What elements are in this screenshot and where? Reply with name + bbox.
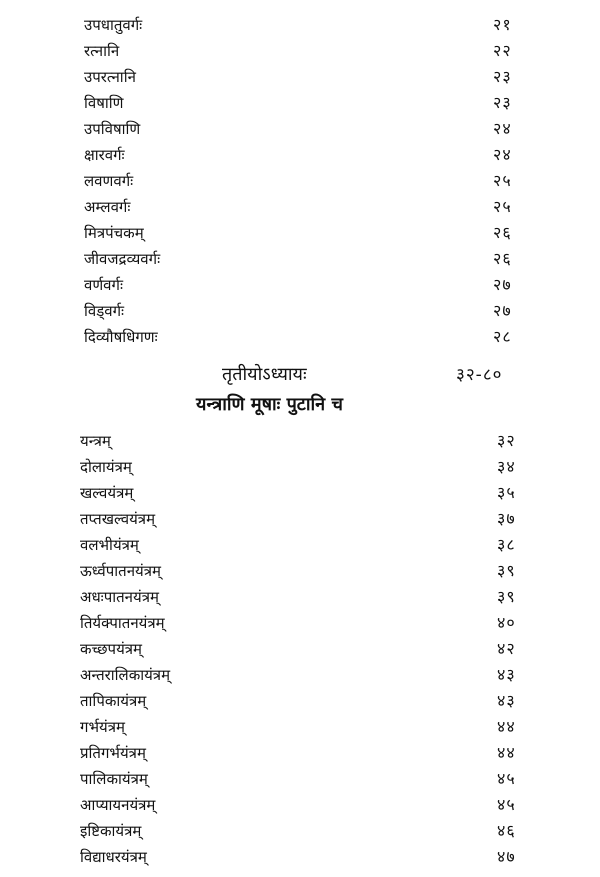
list-item: [0, 246, 600, 272]
list-item: [0, 116, 600, 142]
entry-title: रत्नानि: [84, 42, 120, 60]
entry-title: तापिकायंत्रम्: [80, 692, 147, 710]
list-item: [0, 766, 600, 792]
entry-page-number: ४७: [497, 847, 516, 866]
entry-title: अधःपातनयंत्रम्: [80, 588, 159, 606]
entry-title: तिर्यक्पातनयंत्रम्: [80, 614, 165, 632]
list-item: [0, 142, 600, 168]
entry-page-number: २३: [493, 93, 512, 112]
list-item: [0, 428, 600, 454]
entry-title: वर्णवर्गः: [84, 276, 124, 294]
entry-title: प्रतिगर्भयंत्रम्: [80, 744, 146, 762]
entry-title: आप्यायनयंत्रम्: [80, 796, 156, 814]
entry-page-number: २६: [493, 223, 512, 242]
list-item: [0, 220, 600, 246]
entry-page-number: ४६: [497, 821, 516, 840]
list-item: [0, 272, 600, 298]
entry-page-number: ३२: [497, 431, 516, 450]
entry-page-number: २४: [493, 119, 512, 138]
list-item: [0, 38, 600, 64]
chapter-subtitle: यन्त्राणि मूषाः पुटानि च: [196, 394, 343, 415]
entry-title: वलभीयंत्रम्: [80, 536, 139, 554]
entry-title: जीवजद्रव्यवर्गः: [84, 250, 161, 268]
entry-page-number: ४४: [497, 717, 516, 736]
entry-title: लवणवर्गः: [84, 172, 134, 190]
entry-title: विद्याधरयंत्रम्: [80, 848, 147, 866]
entry-title: खल्वयंत्रम्: [80, 484, 134, 502]
list-item: [0, 558, 600, 584]
list-item: [0, 454, 600, 480]
list-item: [0, 844, 600, 870]
entry-title: ऊर्ध्वपातनयंत्रम्: [80, 562, 161, 580]
list-item: [0, 818, 600, 844]
entry-page-number: २१: [493, 15, 512, 34]
list-item: [0, 298, 600, 324]
entry-page-number: ४५: [497, 769, 516, 788]
entry-title: उपरत्नानि: [84, 68, 136, 86]
list-item: [0, 506, 600, 532]
entry-page-number: २५: [493, 171, 512, 190]
list-item: [0, 12, 600, 38]
list-item: [0, 688, 600, 714]
entry-title: अम्लवर्गः: [84, 198, 131, 216]
entry-title: कच्छपयंत्रम्: [80, 640, 143, 658]
entry-title: दोलायंत्रम्: [80, 458, 132, 476]
entry-page-number: ३९: [497, 587, 516, 606]
entry-title: दिव्यौषधिगणः: [84, 328, 158, 346]
list-item: [0, 792, 600, 818]
entry-title: मित्रपंचकम्: [84, 224, 144, 242]
list-item: [0, 64, 600, 90]
entry-page-number: २५: [493, 197, 512, 216]
entry-title: उपविषाणि: [84, 120, 141, 138]
entry-page-number: ४०: [497, 613, 516, 632]
list-item: [0, 480, 600, 506]
entry-title: क्षारवर्गः: [84, 146, 125, 164]
entry-page-number: ३७: [497, 509, 516, 528]
entry-page-number: ३४: [497, 457, 516, 476]
entry-page-number: २६: [493, 249, 512, 268]
entry-page-number: ४४: [497, 743, 516, 762]
chapter-title: तृतीयोऽध्यायः: [222, 364, 307, 385]
entry-page-number: ३५: [497, 483, 516, 502]
list-item: [0, 168, 600, 194]
entry-title: विषाणि: [84, 94, 124, 112]
entry-page-number: २८: [493, 327, 512, 346]
list-item: [0, 740, 600, 766]
entry-title: गर्भयंत्रम्: [80, 718, 125, 736]
entry-page-number: २४: [493, 145, 512, 164]
entry-title: इष्टिकायंत्रम्: [80, 822, 142, 840]
entry-page-number: ४३: [497, 665, 516, 684]
entry-page-number: ३८: [497, 535, 516, 554]
list-item: [0, 532, 600, 558]
entry-title: अन्तरालिकायंत्रम्: [80, 666, 171, 684]
entry-page-number: २३: [493, 67, 512, 86]
entry-page-number: २७: [493, 301, 512, 320]
entry-page-number: ४३: [497, 691, 516, 710]
list-item: [0, 324, 600, 350]
list-item: [0, 636, 600, 662]
entry-page-number: २२: [493, 41, 512, 60]
list-item: [0, 194, 600, 220]
entry-title: तप्तखल्वयंत्रम्: [80, 510, 156, 528]
entry-title: यन्त्रम्: [80, 432, 111, 450]
chapter-page-range: ३२-८०: [456, 365, 503, 385]
list-item: [0, 714, 600, 740]
list-item: [0, 584, 600, 610]
list-item: [0, 90, 600, 116]
entry-title: पालिकायंत्रम्: [80, 770, 148, 788]
entry-title: उपधातुवर्गः: [84, 16, 143, 34]
entry-title: विड्वर्गः: [84, 302, 125, 320]
list-item: [0, 610, 600, 636]
entry-page-number: ४५: [497, 795, 516, 814]
entry-page-number: २७: [493, 275, 512, 294]
entry-page-number: ३९: [497, 561, 516, 580]
list-item: [0, 662, 600, 688]
entry-page-number: ४२: [497, 639, 516, 658]
